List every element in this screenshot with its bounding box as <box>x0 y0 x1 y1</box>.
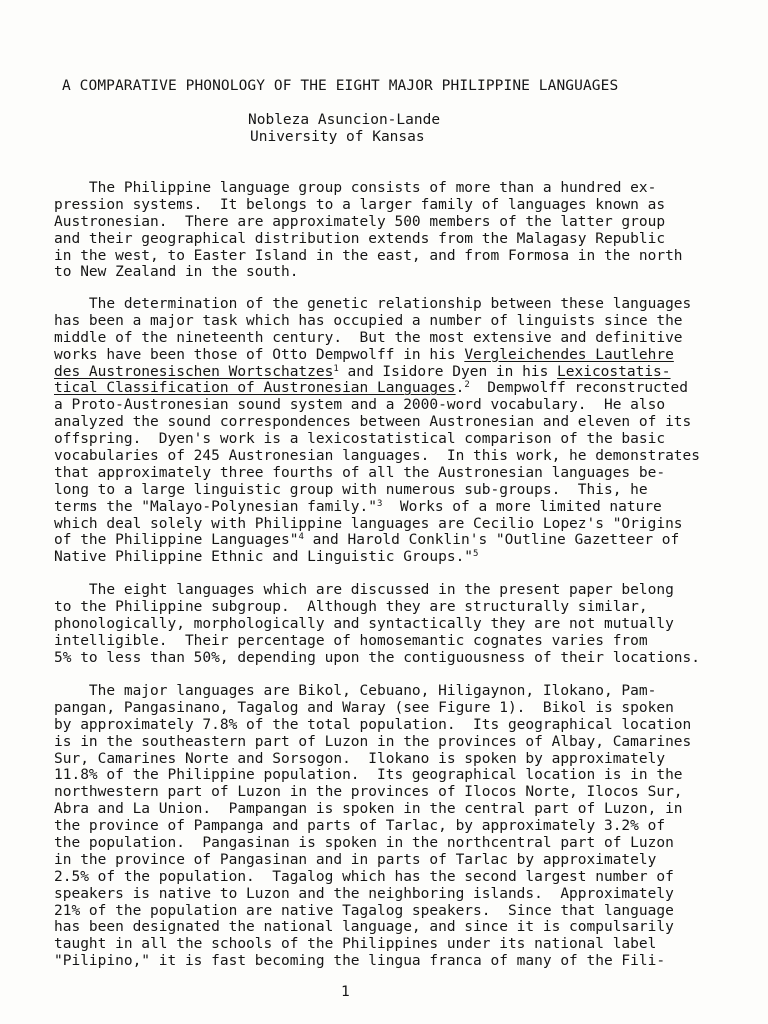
cited-work-title: Vergleichendes Lautlehre <box>464 346 674 363</box>
paragraph-2 <box>54 296 754 566</box>
text-segment: and Harold Conklin's "Outline Gazetteer of <box>303 532 680 549</box>
text-segment: Dempwolff reconstructed <box>469 380 688 397</box>
text-line: by approximately 7.8% of the total population. Its geographical location <box>54 716 692 733</box>
text-segment: . <box>455 380 465 397</box>
text-line: The eight languages which are discussed in the present paper belong <box>54 582 674 598</box>
text-line: "Pilipino," it is fast becoming the lingua franca of many of the Fili- <box>54 953 666 970</box>
text-line <box>54 499 754 516</box>
text-line: pangan, Pangasinano, Tagalog and Waray (see Figure 1). Bikol is spoken <box>54 699 674 716</box>
text-line: northwestern part of Luzon in the provinces of Ilocos Norte, Ilocos Sur, <box>54 784 683 801</box>
text-line: and their geographical distribution extends from the Malagasy Republic <box>54 230 666 247</box>
paragraph-4 <box>54 683 754 970</box>
paper-title: A COMPARATIVE PHONOLOGY OF THE EIGHT MAJOR PHILIPPINE LANGUAGES <box>62 78 619 94</box>
text-line <box>54 364 754 381</box>
text-line: 21% of the population are native Tagalog speakers. Since that language <box>54 902 674 919</box>
text-line: to New Zealand in the south. <box>54 264 299 281</box>
text-segment: works have been those of Otto Dempwolff in his <box>54 346 465 363</box>
footnote-marker: 3 <box>377 498 383 509</box>
text-line: in the province of Pangasinan and in parts of Tarlac by approximately <box>54 851 657 868</box>
text-line: a Proto-Austronesian sound system and a 2000-word vocabulary. He also <box>54 397 666 414</box>
text-line: the population. Pangasinan is spoken in the northcentral part of Luzon <box>54 835 674 852</box>
text-line: which deal solely with Philippine languages are Cecilio Lopez's "Origins <box>54 515 683 532</box>
text-line: phonologically, morphologically and syntactically they are not mutually <box>54 615 674 632</box>
text-line: in the west, to Easter Island in the east, and from Formosa in the north <box>54 247 683 264</box>
text-line: 11.8% of the Philippine population. Its geographical location is in the <box>54 767 683 784</box>
text-line: the province of Pampanga and parts of Tarlac, by approximately 3.2% of <box>54 818 666 835</box>
text-line: is in the southeastern part of Luzon in the provinces of Albay, Camarines <box>54 733 692 750</box>
text-line: long to a large linguistic group with numerous sub-groups. This, he <box>54 481 648 498</box>
text-line: Sur, Camarines Norte and Sorsogon. Ilokano is spoken by approximately <box>54 750 666 767</box>
text-line: The major languages are Bikol, Cebuano, Hiligaynon, Ilokano, Pam- <box>54 683 657 699</box>
text-segment: terms the "Malayo-Polynesian family." <box>54 498 378 515</box>
text-line: vocabularies of 245 Austronesian languages. In this work, he demonstrates <box>54 448 701 465</box>
text-line <box>54 380 754 397</box>
text-line <box>54 532 754 549</box>
text-line: has been a major task which has occupied a number of linguists since the <box>54 312 683 329</box>
text-line: The Philippine language group consists of more than a hundred ex- <box>54 180 657 196</box>
cited-work-title: tical Classification of Austronesian Languages <box>54 380 456 397</box>
text-line: offspring. Dyen's work is a lexicostatistical comparison of the basic <box>54 431 666 448</box>
text-segment: of the Philippine Languages" <box>54 532 299 549</box>
cited-work-title: Lexicostatis- <box>557 363 671 380</box>
cited-work-title: des Austronesischen Wortschatzes <box>54 363 334 380</box>
text-line: taught in all the schools of the Philippines under its national label <box>54 936 657 953</box>
footnote-marker: 4 <box>298 532 304 543</box>
text-line: Austronesian. There are approximately 500 members of the latter group <box>54 213 666 230</box>
paragraph-3 <box>54 582 754 666</box>
paragraph-1 <box>54 180 754 281</box>
footnote-marker: 1 <box>333 363 339 374</box>
author-affiliation: University of Kansas <box>250 129 425 145</box>
text-line: to the Philippine subgroup. Although they are structurally similar, <box>54 598 648 615</box>
text-line: has been designated the national language, and since it is compulsarily <box>54 919 674 936</box>
footnote-marker: 2 <box>464 380 470 391</box>
text-line: 2.5% of the population. Tagalog which has the second largest number of <box>54 868 674 885</box>
text-line: middle of the nineteenth century. But the most extensive and definitive <box>54 329 683 346</box>
text-segment: Works of a more limited nature <box>382 498 662 515</box>
text-line <box>54 549 754 566</box>
page-number: 1 <box>341 984 350 1000</box>
text-line: speakers is native to Luzon and the neighboring islands. Approximately <box>54 885 674 902</box>
text-line: analyzed the sound correspondences between Austronesian and eleven of its <box>54 414 692 431</box>
text-segment: and Isidore Dyen in his <box>338 363 558 380</box>
text-line <box>54 347 754 364</box>
text-line: intelligible. Their percentage of homosemantic cognates varies from <box>54 632 648 649</box>
footnote-marker: 5 <box>473 549 479 560</box>
text-line: pression systems. It belongs to a larger family of languages known as <box>54 196 666 213</box>
text-line: The determination of the genetic relationship between these languages <box>54 296 692 312</box>
author-name: Nobleza Asuncion-Lande <box>248 112 441 128</box>
text-segment: Native Philippine Ethnic and Linguistic Groups." <box>54 549 474 566</box>
text-line: Abra and La Union. Pampangan is spoken in the central part of Luzon, in <box>54 801 683 818</box>
text-line: 5% to less than 50%, depending upon the contiguousness of their locations. <box>54 649 701 666</box>
text-line: that approximately three fourths of all the Austronesian languages be- <box>54 464 666 481</box>
